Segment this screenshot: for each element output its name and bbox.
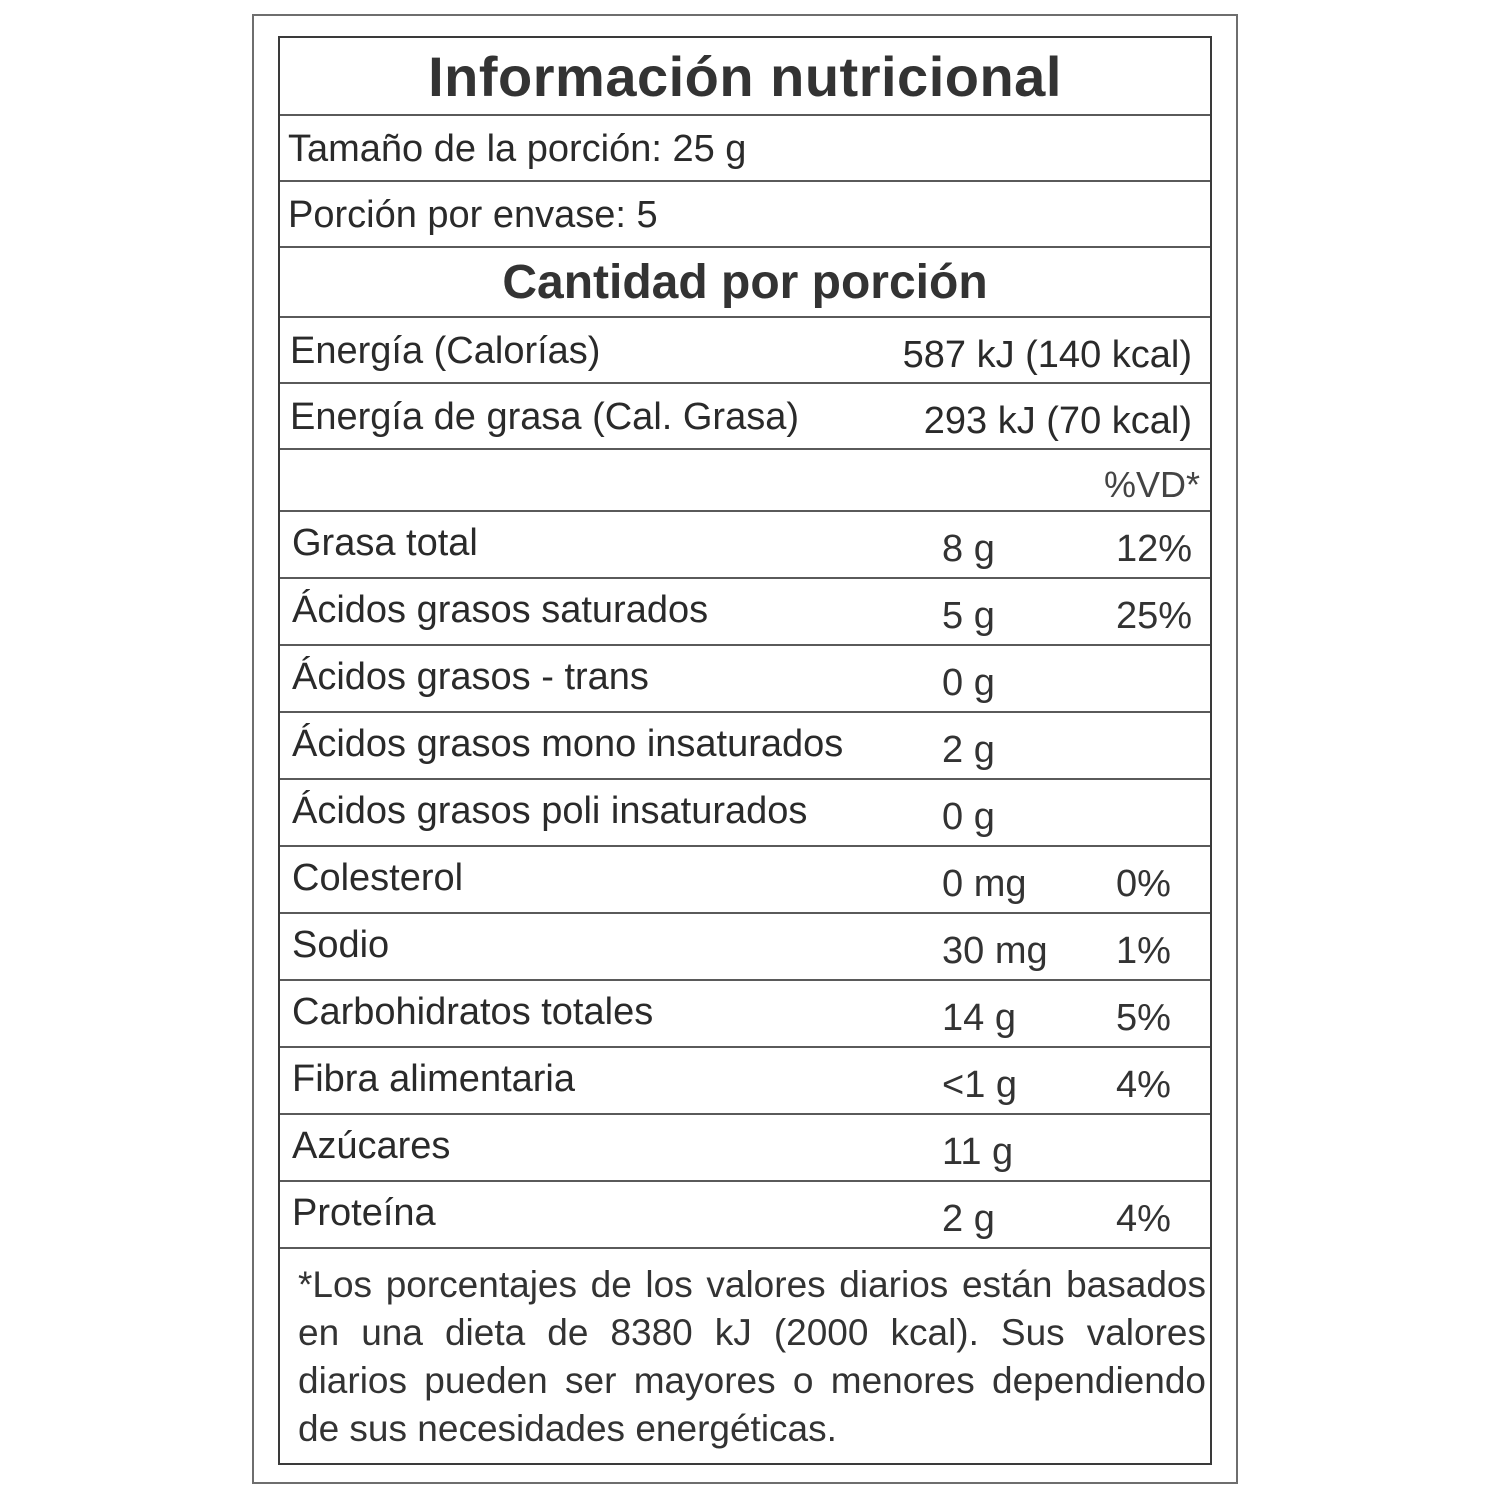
- nutrient-daily-value: 25%: [1116, 595, 1193, 637]
- nutrient-daily-value: 1%: [1116, 930, 1171, 972]
- nutrient-name: Ácidos grasos - trans: [292, 656, 649, 698]
- servings-per-container: Porción por envase: 5: [280, 182, 1210, 248]
- nutrient-daily-value: 4%: [1116, 1064, 1171, 1106]
- nutrient-row: [280, 914, 1210, 981]
- nutrient-row: [280, 713, 1210, 780]
- nutrient-amount: 5 g: [942, 595, 995, 637]
- nutrient-name: Ácidos grasos poli insaturados: [292, 790, 808, 832]
- serving-size: Tamaño de la porción: 25 g: [280, 116, 1210, 182]
- nutrition-facts-table: [278, 36, 1212, 1465]
- nutrient-row: [280, 1115, 1210, 1182]
- energy-row: [280, 318, 1210, 384]
- nutrient-name: Azúcares: [292, 1125, 451, 1167]
- energy-label: Energía (Calorías): [290, 330, 601, 372]
- nutrient-daily-value: 5%: [1116, 997, 1171, 1039]
- nutrition-title: Información nutricional: [280, 38, 1210, 116]
- nutrient-row: [280, 981, 1210, 1048]
- nutrient-amount: <1 g: [942, 1064, 1018, 1106]
- daily-value-header: %VD*: [1103, 464, 1200, 505]
- nutrient-name: Ácidos grasos saturados: [292, 589, 709, 631]
- nutrient-amount: 30 mg: [942, 930, 1048, 972]
- nutrient-name: Grasa total: [292, 522, 478, 564]
- nutrient-row: [280, 646, 1210, 713]
- nutrient-daily-value: 0%: [1116, 863, 1171, 905]
- daily-value-header-row: [280, 450, 1210, 512]
- nutrient-amount: 8 g: [942, 528, 995, 570]
- energy-fat-value: 293 kJ (70 kcal): [923, 400, 1192, 442]
- nutrient-daily-value: 12%: [1116, 528, 1193, 570]
- nutrient-amount: 2 g: [942, 729, 995, 771]
- amount-per-serving-heading: Cantidad por porción: [280, 248, 1210, 318]
- nutrient-amount: 0 g: [942, 796, 995, 838]
- energy-value: 587 kJ (140 kcal): [902, 334, 1192, 376]
- nutrient-row: [280, 1048, 1210, 1115]
- nutrient-daily-value: 4%: [1116, 1198, 1171, 1240]
- nutrient-amount: 11 g: [942, 1131, 1014, 1173]
- nutrient-amount: 2 g: [942, 1198, 995, 1240]
- daily-value-footnote: *Los porcentajes de los valores diarios están basados en una dieta de 8380 kJ (2000 kcal). Sus valores diarios pueden ser mayores o menores dependiendo de sus necesidades energéticas.: [298, 1264, 1206, 1449]
- nutrient-name: Colesterol: [292, 857, 464, 899]
- nutrient-row: [280, 780, 1210, 847]
- nutrient-row: [280, 1182, 1210, 1249]
- nutrient-amount: 14 g: [942, 997, 1016, 1039]
- nutrient-amount: 0 mg: [942, 863, 1027, 905]
- nutrient-row: [280, 847, 1210, 914]
- energy-fat-label: Energía de grasa (Cal. Grasa): [290, 396, 800, 438]
- nutrient-amount: 0 g: [942, 662, 995, 704]
- nutrient-row: [280, 579, 1210, 646]
- nutrient-name: Sodio: [292, 924, 390, 966]
- nutrient-name: Ácidos grasos mono insaturados: [292, 723, 844, 765]
- nutrient-name: Proteína: [292, 1192, 436, 1234]
- nutrient-name: Carbohidratos totales: [292, 991, 654, 1033]
- nutrient-row: [280, 512, 1210, 579]
- energy-fat-row: [280, 384, 1210, 450]
- nutrient-name: Fibra alimentaria: [292, 1058, 575, 1100]
